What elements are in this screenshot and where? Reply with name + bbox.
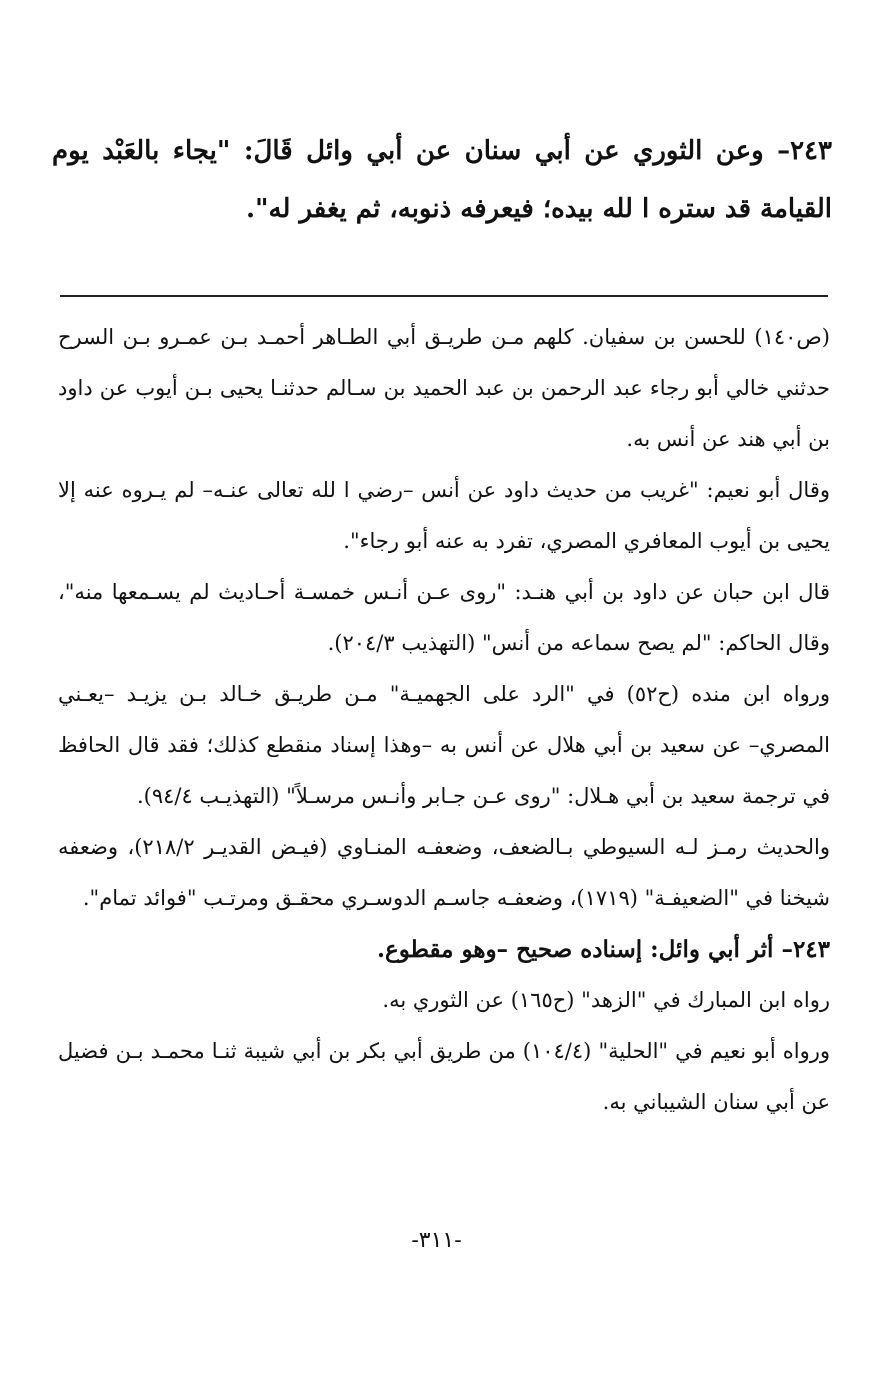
grade-number: ٢٤٣– xyxy=(781,936,830,963)
hadith-number: ٢٤٣– xyxy=(777,136,832,166)
footnotes xyxy=(58,312,830,1128)
grade-text: أثر أبي وائل: إسناده صحيح –وهو مقطوع. xyxy=(377,936,774,963)
footnote-paragraph: ورواه ابن منده (ح٥٢) في "الرد على الجهميـة" مـن طريـق خـالد بـن يزيـد –يعـني المصري– عن سعيد بن أبي هلال عن أنس به –وهذا إسناد منقطع كذلك؛ فقد قال الحافظ في ترجمة سعيد بن أبي هـلال: "روى عـن جـابر وأنـس مرسـلاً" (التهذيـب ٩٤/٤). xyxy=(58,682,831,808)
footnote-paragraph: رواه ابن المبارك في "الزهد" (ح١٦٥) عن الثوري به. xyxy=(382,988,830,1012)
footnote-separator xyxy=(60,295,828,297)
main-hadith xyxy=(52,122,832,238)
grade-heading xyxy=(58,924,830,975)
footnote-paragraph: وقال أبو نعيم: "غريب من حديث داود عن أنس –رضي ا لله تعالى عنـه– لم يـروه عنه إلا يحيى بن أيوب المعافري المصري، تفرد به عنه أبو رجاء". xyxy=(58,478,830,553)
page-number: -٣١١- xyxy=(411,1228,462,1253)
footnote-paragraph: والحديث رمـز لـه السيوطي بـالضعف، وضعفـه المنـاوي (فيـض القديـر ٢١٨/٢)، وضعفه شيخنا في "الضعيفـة" (١٧١٩)، وضعفـه جاسـم الدوسـري محقـق ومرتـب "فوائد تمام". xyxy=(58,835,830,910)
footnote-paragraph: ورواه أبو نعيم في "الحلية" (١٠٤/٤) من طريق أبي بكر بن أبي شيبة ثنـا محمـد بـن فضيل عن أبي سنان الشيباني به. xyxy=(58,1039,831,1114)
hadith-text: وعن الثوري عن أبي سنان عن أبي وائل قَالَ: "يجاء بالعَبْد يوم القيامة قد ستره ا لله بيده؛ فيعرفه ذنوبه، ثم يغفر له". xyxy=(52,136,832,224)
footnote-paragraph: (ص١٤٠) للحسن بن سفيان. كلهم مـن طريـق أبي الطـاهر أحمـد بـن عمـرو بـن السرح حدثني خالي أبو رجاء عبد الرحمن بن عبد الحميد بن سـالم حدثنـا يحيى بـن أيوب عن داود بن أبي هند عن أنس به. xyxy=(58,325,830,451)
footnote-paragraph: قال ابن حبان عن داود بن أبي هنـد: "روى عـن أنـس خمسـة أحـاديث لم يسـمعها منه"، وقال الحاكم: "لم يصح سماعه من أنس" (التهذيب ٢٠٤/٣). xyxy=(58,580,830,655)
